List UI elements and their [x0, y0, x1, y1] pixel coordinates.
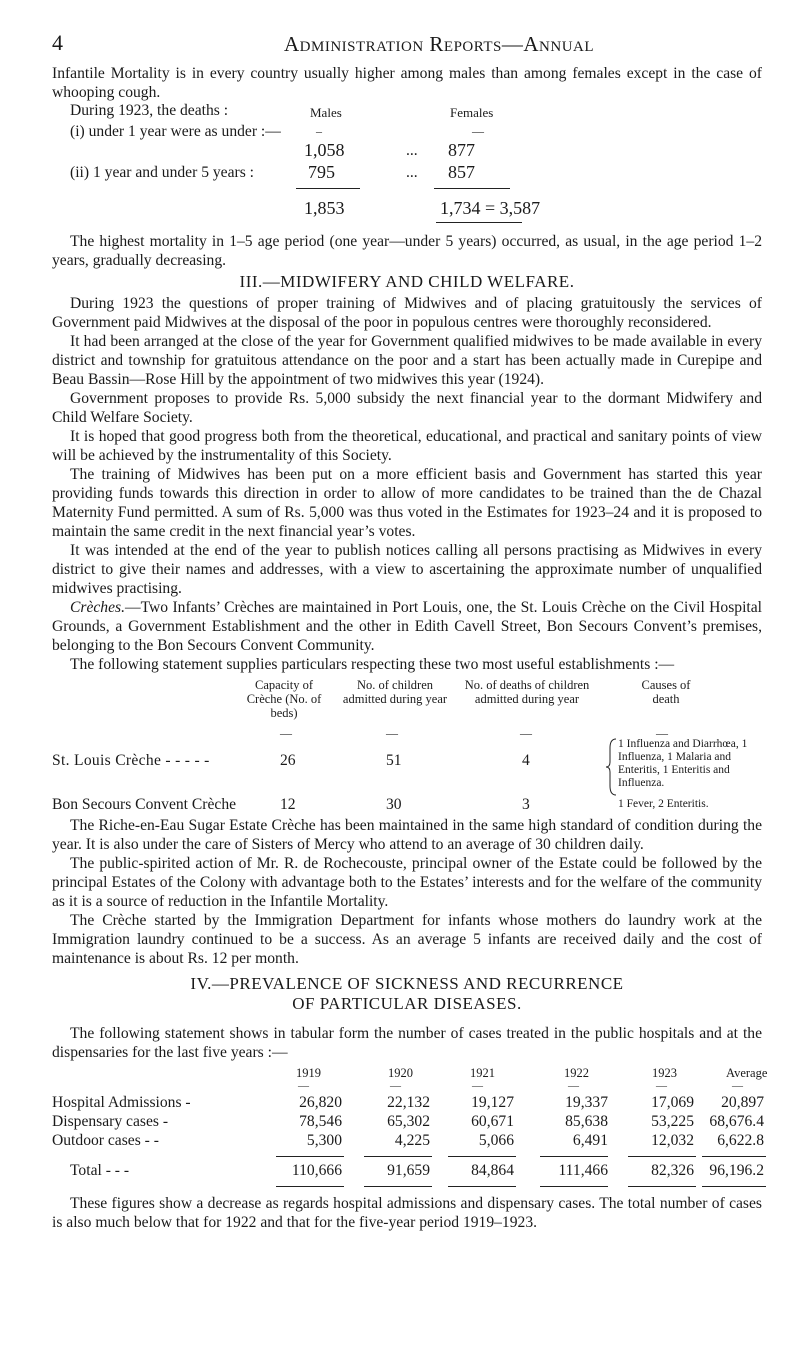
table-cell: 26,820	[299, 1094, 342, 1111]
bottom-rule	[540, 1186, 608, 1187]
col-dash: —	[732, 1080, 743, 1092]
total-cell: 84,864	[471, 1162, 514, 1179]
total-males: 1,853	[304, 198, 345, 218]
intro-paragraph: Infantile Mortality is in every country usually higher among males than among females except in the case of whooping cough.	[52, 65, 762, 101]
grand-total-rule	[436, 222, 522, 223]
creche-row-deaths: 3	[522, 796, 530, 813]
creche-header-capacity: Capacity of Crèche (No. of beds)	[246, 678, 322, 720]
page-header	[52, 30, 762, 64]
table-cell: 78,546	[299, 1113, 342, 1130]
creche-row-cause: 1 Fever, 2 Enteritis.	[618, 798, 709, 810]
creche-row-deaths: 4	[522, 752, 530, 769]
table-row-label: Hospital Admissions -	[52, 1094, 191, 1111]
dash-females: —	[472, 124, 484, 138]
bottom-rule	[628, 1186, 696, 1187]
creche-row-capacity: 26	[280, 752, 296, 769]
midwifery-paragraph: The training of Midwives has been put on a more efficient basis and Government has started this year providing funds towards this direction in order to allow of more candidates to be trained than the de Chazal Maternity Fund permitted. A sum of Rs. 5,000 was thus voted in the Estimates for 1923–24 and it is proposed to maintain the same credit in the next financial year’s votes.	[52, 466, 762, 540]
creche-after-paragraph: The Crèche started by the Immigration Department for infants whose mothers do laundry work at the Immigration laundry continued to be a success. As an average 5 infants are received daily and the cost of maintenance is about Rs. 12 per month.	[52, 912, 762, 967]
page-number: 4	[52, 30, 63, 55]
year-header: 1919	[296, 1066, 321, 1080]
total-rule	[540, 1156, 608, 1157]
year-header: 1922	[564, 1066, 589, 1080]
bottom-rule	[276, 1186, 344, 1187]
table-cell: 4,225	[394, 1132, 430, 1149]
table-cell: 65,302	[387, 1113, 430, 1130]
table-cell: 85,638	[565, 1113, 608, 1130]
total-cell: 110,666	[291, 1162, 342, 1179]
creches-text: —Two Infants’ Crèches are maintained in Port Louis, one, the St. Louis Crèche on the Civil Hospital Grounds, a Government Establishment and the other in Edith Cavell Street, Bon Secours Convent’s premises, belonging to the Bon Secours Convent Community.	[52, 599, 762, 654]
col-dash: —	[280, 726, 292, 740]
bottom-rule	[702, 1186, 766, 1187]
table-cell: 5,066	[478, 1132, 514, 1149]
total-cell: 82,326	[651, 1162, 694, 1179]
total-rule	[628, 1156, 696, 1157]
creche-after-paragraph: The Riche-en-Eau Sugar Estate Crèche has been maintained in the same high standard of condition during the year. It is also under the care of Sisters of Mercy who attend to an average of 30 children daily.	[52, 817, 762, 853]
table-cell: 19,337	[565, 1094, 608, 1111]
highest-mortality-paragraph: The highest mortality in 1–5 age period (one year—under 5 years) occurred, as usual, in the age period 1–2 years, gradually decreasing.	[52, 233, 762, 269]
table-cell: 53,225	[651, 1113, 694, 1130]
midwifery-paragraph: Government proposes to provide Rs. 5,000 subsidy the next financial year to the dormant Midwifery and Child Welfare Society.	[52, 390, 762, 426]
creche-header-admitted: No. of children admitted during year	[342, 678, 448, 706]
row1-label: (i) under 1 year were as under :—	[70, 123, 281, 140]
total-cell: 111,466	[558, 1162, 608, 1179]
total-rule-males	[296, 188, 360, 189]
year-header: Average	[726, 1066, 768, 1080]
midwifery-paragraph: It was intended at the end of the year to publish notices calling all persons practising as Midwives in every district to give their names and addresses, with a view to ascertaining the approximate number of unqualified midwives practising.	[52, 542, 762, 597]
table-cell: 19,127	[471, 1094, 514, 1111]
creche-table	[52, 674, 762, 813]
col-dash: —	[386, 726, 398, 740]
dash-males: –	[316, 124, 322, 138]
bottom-rule	[364, 1186, 432, 1187]
closing-paragraph: These figures show a decrease as regards hospital admissions and dispensary cases. The total number of cases is also much below that for 1922 and that for the five-year period 1919–1923.	[52, 1195, 762, 1231]
dots-1: ...	[406, 142, 418, 159]
table-cell: 12,032	[651, 1132, 694, 1149]
midwifery-paragraph: It had been arranged at the close of the year for Government qualified midwives to be made available in every district and township for gratuitous attendance on the poor and a start has been actually made in Curepipe and Beau Bassin—Rose Hill by the appointment of two midwives this year (1924).	[52, 333, 762, 388]
col-dash: —	[298, 1080, 309, 1092]
year-header: 1920	[388, 1066, 413, 1080]
col-dash: —	[390, 1080, 401, 1092]
creche-row-capacity: 12	[280, 796, 296, 813]
males-header: Males	[310, 105, 342, 120]
sickness-table	[52, 1062, 768, 1190]
section-4-heading-line2: OF PARTICULAR DISEASES.	[292, 994, 522, 1013]
creches-paragraph	[52, 598, 762, 655]
creche-header-deaths: No. of deaths of children admitted during year	[464, 678, 590, 706]
table-cell: 6,491	[572, 1132, 608, 1149]
brace-icon	[606, 738, 618, 796]
col-dash: —	[520, 726, 532, 740]
col-dash: —	[568, 1080, 579, 1092]
total-row-label: Total - - -	[70, 1162, 130, 1179]
table-cell: 20,897	[721, 1094, 764, 1111]
table-row-label: Dispensary cases -	[52, 1113, 169, 1130]
row1-males: 1,058	[304, 140, 345, 160]
midwifery-paragraph: It is hoped that good progress both from the theoretical, educational, and practical and sanitary points of view will be achieved by the instrumentality of this Society.	[52, 428, 762, 464]
table-row-label: Outdoor cases - -	[52, 1132, 159, 1149]
year-header: 1921	[470, 1066, 495, 1080]
row2-label: (ii) 1 year and under 5 years :	[70, 164, 255, 181]
row2-males: 795	[308, 162, 335, 182]
table-cell: 6,622.8	[717, 1132, 764, 1149]
creche-row-name: Bon Secours Convent Crèche	[52, 796, 237, 813]
table-cell: 60,671	[471, 1113, 514, 1130]
statement-intro: The following statement supplies particulars respecting these two most useful establishments :—	[70, 656, 675, 673]
total-rule	[276, 1156, 344, 1157]
bottom-rule	[448, 1186, 516, 1187]
col-dash: —	[656, 726, 668, 740]
total-cell: 96,196.2	[709, 1162, 764, 1179]
table-cell: 22,132	[387, 1094, 430, 1111]
creche-row-cause: 1 Influenza and Diarrhœa, 1 Influenza, 1 Malaria and Enteritis, 1 Enteritis and Influenza.	[618, 738, 748, 789]
creches-title: Crèches.	[70, 599, 125, 616]
document-page	[52, 30, 768, 1232]
total-rule	[448, 1156, 516, 1157]
creche-row-admitted: 30	[386, 796, 402, 813]
total-rule	[702, 1156, 766, 1157]
section-3-heading: III.—MIDWIFERY AND CHILD WELFARE.	[239, 272, 575, 291]
col-dash: —	[472, 1080, 483, 1092]
running-title: Administration Reports—Annual	[284, 32, 595, 56]
total-rule-females	[434, 188, 510, 189]
deaths-table	[52, 102, 762, 232]
table-cell: 68,676.4	[709, 1113, 764, 1130]
row2-females: 857	[448, 162, 475, 182]
total-rule	[364, 1156, 432, 1157]
during-label: During 1923, the deaths :	[70, 102, 229, 119]
creche-after-paragraph: The public-spirited action of Mr. R. de Rochecouste, principal owner of the Estate could be followed by the principal Estates of the Colony with advantage both to the Estates’ interests and for the welfare of the community as it is a source of reduction in the Infantile Mortality.	[52, 855, 762, 910]
creche-row-admitted: 51	[386, 752, 402, 769]
midwifery-paragraph: During 1923 the questions of proper training of Midwives and of placing gratuitously the services of Government paid Midwives at the disposal of the poor in populous centres were thoroughly reconsidered.	[52, 295, 762, 331]
creche-header-causes: Causes of death	[641, 678, 691, 706]
dots-2: ...	[406, 164, 418, 181]
section-4-heading: IV.—PREVALENCE OF SICKNESS AND RECURRENCE	[190, 974, 624, 993]
row1-females: 877	[448, 140, 475, 160]
creche-row-name: St. Louis Crèche - - - - -	[52, 752, 210, 769]
table-cell: 17,069	[651, 1094, 694, 1111]
total-females: 1,734 = 3,587	[440, 198, 541, 218]
sickness-intro: The following statement shows in tabular form the number of cases treated in the public hospitals and at the dispensaries for the last five years :—	[52, 1025, 762, 1061]
females-header: Females	[450, 105, 494, 120]
year-header: 1923	[652, 1066, 677, 1080]
col-dash: —	[656, 1080, 667, 1092]
total-cell: 91,659	[387, 1162, 430, 1179]
table-cell: 5,300	[306, 1132, 342, 1149]
